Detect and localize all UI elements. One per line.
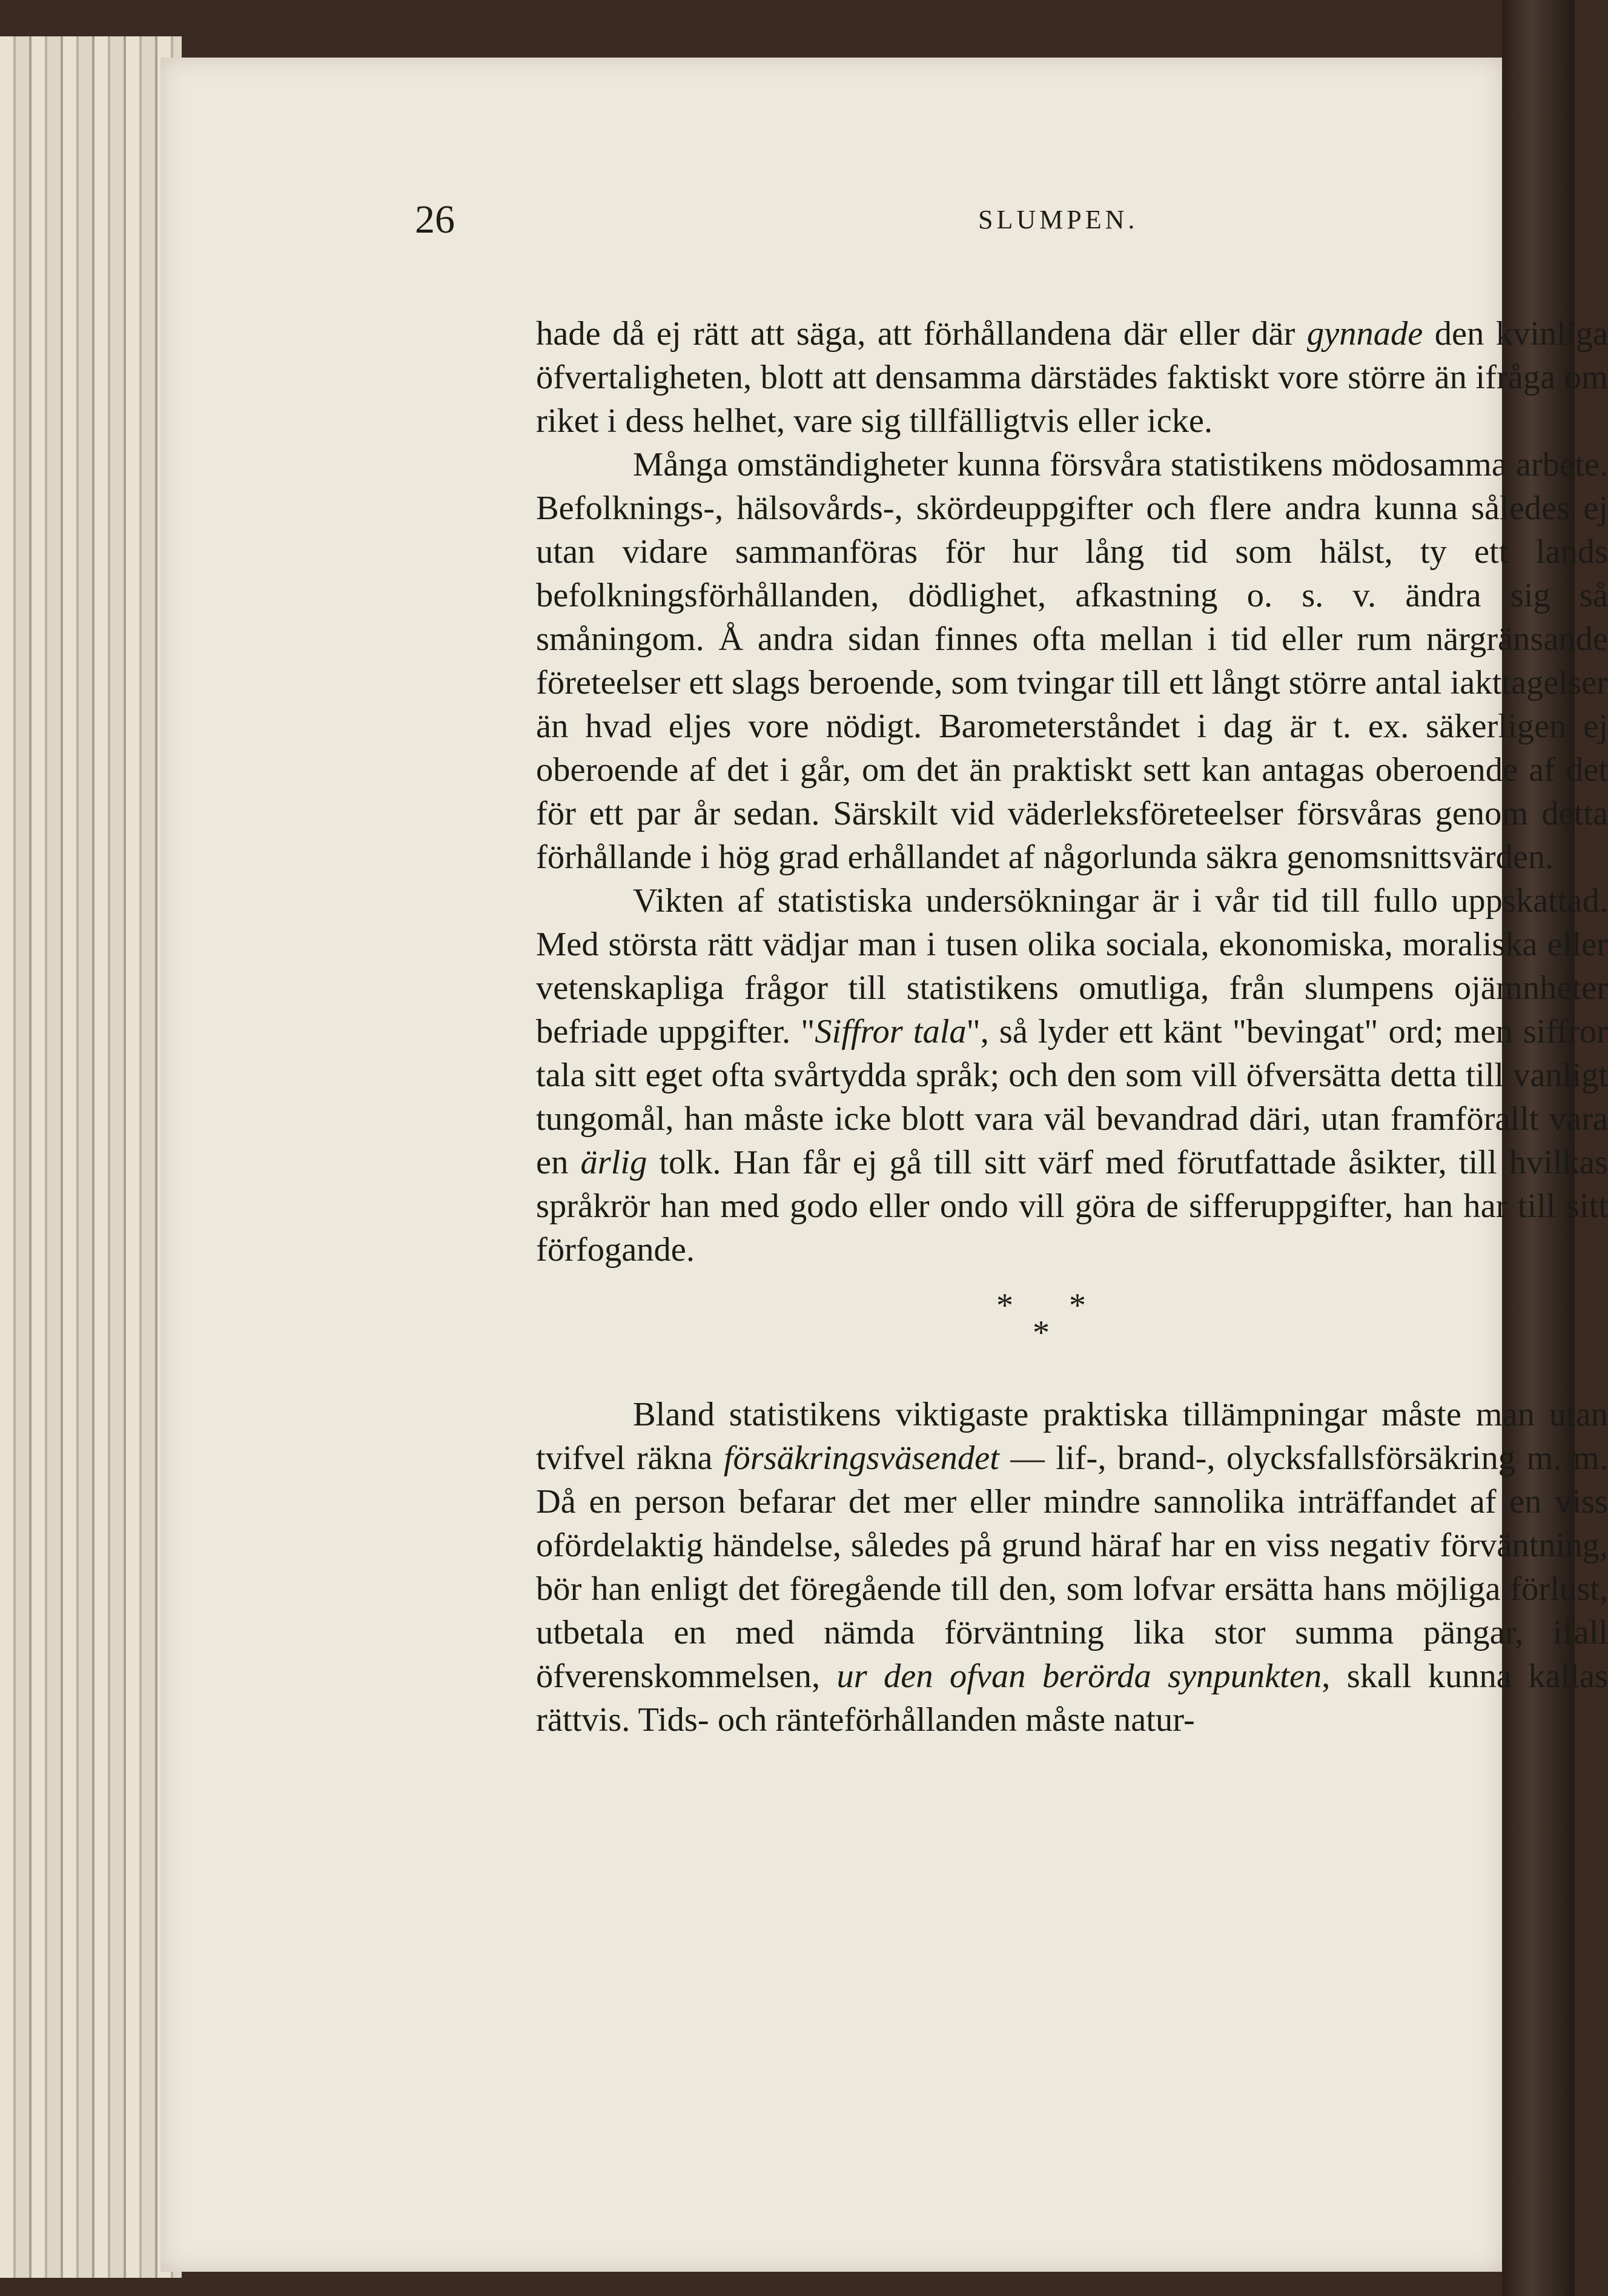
page-number: 26 (415, 197, 455, 242)
page-edges (0, 36, 182, 2278)
text-run: hade då ej rätt att säga, att förhållandena där eller där (536, 315, 1307, 353)
section-break (536, 1272, 1608, 1393)
separator-star: * (996, 1287, 1013, 1324)
paragraph (536, 1393, 1608, 1742)
body-text (536, 312, 1608, 1742)
page-header (415, 197, 1502, 257)
separator-star: * (1033, 1314, 1050, 1352)
text-run: den kvinliga öfvertaligheten, blott att densamma därstädes faktiskt vore större än ifråga om riket i dess helhet, vare sig tillfälligtvis eller icke. (536, 315, 1608, 440)
paragraphs-before-break (536, 312, 1608, 1272)
italic-text: försäkringsväsendet (723, 1439, 999, 1477)
italic-text: ärlig (580, 1144, 647, 1181)
text-run: Vikten af statistiska undersökningar är i vår tid till fullo uppskattad. Med största rätt vädjar man i tusen olika sociala, ekonomiska, moraliska eller vetenskapliga frågor till statistikens omutliga, från slumpens ojämnheter befriade uppgifter. " (536, 882, 1608, 1050)
italic-text: ur den ofvan berörda synpunkten (836, 1657, 1322, 1695)
text-run: Bland statistikens viktigaste praktiska tillämpningar måste man utan tvifvel räkna (536, 1396, 1608, 1477)
running-head: SLUMPEN. (978, 205, 1139, 234)
book-page (160, 58, 1608, 2272)
text-run: Många omständigheter kunna försvåra statistikens mödosamma arbete. Befolknings-, hälsovårds-, skördeuppgifter och flere andra kunna således ej utan vidare sammanföras för hur lång tid som hälst, ty ett lands befolkningsförhållanden, dödlighet, afkastning o. s. v. ändra sig så småningom. Å andra sidan finnes ofta mellan i tid eller rum närgränsande företeelser ett slags beroende, som tvingar till ett långt större antal iakttagelser än hvad eljes vore nödigt. Barometerståndet i dag är t. ex. säkerligen ej oberoende af det i går, om det än praktiskt sett kan antagas oberoende af det för ett par år sedan. Särskilt vid väderleksföreteelser försvåras genom detta förhållande i hög grad erhållandet af någorlunda säkra genomsnittsvärden. (536, 446, 1608, 876)
text-run: , skall kunna kallas rättvis. Tids- och ränteförhållanden måste natur- (536, 1657, 1608, 1739)
paragraphs-after-break (536, 1393, 1608, 1742)
text-run: tolk. Han får ej gå till sitt värf med förutfattade åsikter, till hvilkas språkrör han med godo eller ondo vill göra de sifferuppgifter, han har till sitt förfogande. (536, 1144, 1608, 1269)
text-run: — lif-, brand-, olycksfallsförsäkring m. m. Då en person befarar det mer eller mindre sannolika inträffandet af en viss ofördelaktig händelse, således på grund häraf har en viss negativ förväntning, bör han enligt det föregående till den, som lofvar ersätta hans möjliga förlust, utbetala en med nämda förväntning lika stor summa pängar, ifall öfverenskommelsen, (536, 1439, 1608, 1695)
italic-text: gynnade (1306, 315, 1423, 353)
separator-star: * (1069, 1287, 1086, 1324)
text-run: ", så lyder ett känt "bevingat" ord; men siffror tala sitt eget ofta svårtydda språk; och den som vill öfversätta detta till vanligt tungomål, han måste icke blott vara väl bevandrad däri, utan framförallt vara en (536, 1013, 1608, 1181)
paragraph (536, 312, 1608, 443)
italic-text: Siffror tala (815, 1013, 967, 1050)
paragraph (536, 879, 1608, 1272)
paragraph (536, 443, 1608, 879)
